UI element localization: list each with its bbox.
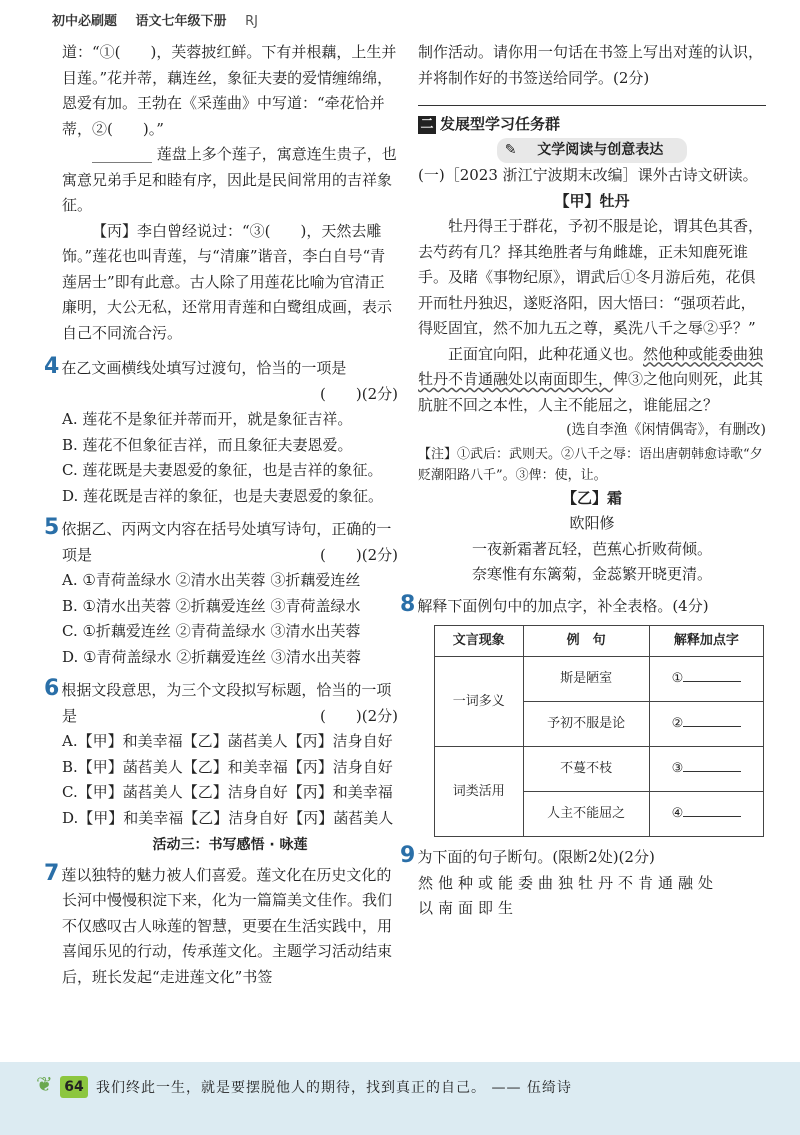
table-header: 文言现象 — [435, 626, 524, 657]
question-8 — [400, 591, 766, 838]
poem-line: 奈寒惟有东篱菊，金蕊繁开晓更清。 — [471, 565, 712, 583]
question-7 — [44, 860, 398, 991]
page-footer — [0, 1062, 800, 1135]
table-row — [435, 747, 764, 792]
subsection-title: 文学阅读与创意表达 — [533, 138, 675, 164]
left-column — [44, 40, 398, 990]
category-cell: 词类活用 — [435, 747, 524, 837]
question-number: 9 — [400, 843, 416, 868]
option-d[interactable]: D. ①青荷盖绿水 ②折藕爱连丝 ③清水出芙蓉 — [62, 647, 362, 666]
question-4 — [44, 354, 398, 509]
table-row — [435, 657, 764, 702]
answer-blank[interactable] — [683, 667, 741, 682]
answer-cell[interactable]: ④ — [649, 792, 763, 837]
option-a[interactable]: A. ①青荷盖绿水 ②清水出芙蓉 ③折藕爱连丝 — [62, 571, 361, 589]
pen-icon: ✎ — [501, 138, 529, 164]
book-title: 初中必刷题 — [52, 14, 118, 29]
option-c[interactable]: C. ①折藕爱连丝 ②青荷盖绿水 ③清水出芙蓉 — [62, 622, 361, 640]
example-cell: 不蔓不枝 — [523, 747, 649, 792]
question-7-continued: 制作活动。请你用一句话在书签上写出对莲的认识，并将制作好的书签送给同学。(2分) — [418, 43, 764, 87]
subject-title: 语文七年级下册 — [135, 14, 227, 29]
question-score: ( )(2分) — [320, 545, 398, 564]
section-heading — [418, 112, 766, 138]
example-cell: 斯是陋室 — [523, 657, 649, 702]
question-text: 莲以独特的魅力被人们喜爱。莲文化在历史文化的长河中慢慢积淀下来，化为一篇篇美文佳作。我们不仅感叹古人咏莲的智慧，更要在生活实践中，用喜闻乐见的行动，传承莲文化。主题学习活动结束后，班长发起“走进莲文化”书签 — [61, 865, 393, 986]
question-stem: 根据文段意思，为三个文段拟写标题，恰当的一项是 — [61, 681, 392, 725]
option-b[interactable]: B.【甲】菡萏美人【乙】和美幸福【丙】洁身自好 — [62, 757, 393, 776]
question-stem: 依据乙、丙两文内容在括号处填写诗句，正确的一项是 — [61, 520, 392, 564]
section-title: 发展型学习任务群 — [440, 115, 561, 133]
question-score: ( )(2分) — [320, 706, 398, 725]
right-column — [400, 40, 766, 922]
section-number-icon: 二 — [418, 116, 436, 134]
leaf-icon: ❦ — [36, 1072, 53, 1096]
question-stem: 解释下面例句中的加点字，补全表格。(4分) — [417, 596, 709, 615]
answer-cell[interactable]: ① — [649, 657, 763, 702]
question-number: 4 — [44, 354, 60, 379]
question-number: 8 — [400, 591, 416, 617]
page-number: 64 — [60, 1076, 88, 1098]
option-c[interactable]: C.【甲】菡萏美人【乙】洁身自好【丙】和美幸福 — [62, 783, 393, 801]
edition-label: RJ — [245, 14, 258, 29]
question-9 — [400, 843, 766, 922]
option-c[interactable]: C. 莲花既是夫妻恩爱的象征，也是吉祥的象征。 — [62, 461, 383, 479]
answer-blank[interactable] — [683, 712, 741, 727]
category-cell: 一词多义 — [435, 657, 524, 747]
question-number: 6 — [44, 676, 60, 701]
subsection-heading — [418, 138, 766, 164]
passage-yi-para2: ________ 莲盘上多个莲子，寓意连生贵子，也寓意兄弟手足和睦有序，因此是民间常用的吉祥象征。 — [62, 145, 397, 214]
option-b[interactable]: B. ①清水出芙蓉 ②折藕爱连丝 ③青荷盖绿水 — [62, 596, 361, 615]
question-5 — [44, 515, 398, 670]
sentence-to-punctuate[interactable]: 以南面即生 — [418, 899, 519, 917]
activity-heading: 活动三：书写感悟 · 咏莲 — [152, 837, 308, 853]
passage-jia-para1: 牡丹得王于群花，予初不服是论，谓其色其香，去芍药有几？择其绝胜者与角雌雄，正未知鹿死谁手。及睹《事物纪原》，谓武后①冬月游后苑，花俱开而牡丹独迟，遂贬洛阳，因大悟曰：“强项若此，得贬固宜，然不加九五之尊，奚洗八千之辱②乎？” — [418, 217, 764, 337]
question-stem: 在乙文画横线处填写过渡句，恰当的一项是 — [61, 359, 347, 377]
passage-jia-source: (选自李渔《闲情偶寄》，有删改) — [566, 422, 766, 438]
divider — [418, 105, 766, 106]
option-b[interactable]: B. 莲花不但象征吉祥，而且象征夫妻恩爱。 — [62, 435, 353, 454]
passage-jia-para2: 正面宜向阳，此种花通义也。然他种或能委曲独牡丹不肯通融处以南面即生，俾③之他向则死，此其肮脏不回之本性，人主不能屈之，谁能屈之？ — [418, 344, 764, 414]
option-d[interactable]: D. 莲花既是吉祥的象征，也是夫妻恩爱的象征。 — [62, 486, 384, 505]
example-cell: 予初不服是论 — [523, 702, 649, 747]
sentence-to-punctuate[interactable]: 然他种或能委曲独牡丹不肯通融处 — [418, 873, 719, 892]
question-stem: 为下面的句子断句。(限断2处)(2分) — [417, 848, 655, 866]
table-header: 解释加点字 — [649, 626, 763, 657]
question-number: 7 — [44, 860, 60, 886]
answer-cell[interactable]: ③ — [649, 747, 763, 792]
task-intro: (一)［2023 浙江宁波期末改编］课外古诗文研读。 — [418, 166, 758, 184]
page-header — [52, 10, 272, 29]
question-number: 5 — [44, 515, 60, 540]
poem-yi-author: 欧阳修 — [569, 514, 615, 532]
option-a[interactable]: A.【甲】和美幸福【乙】菡萏美人【丙】洁身自好 — [62, 732, 393, 750]
question-score: ( )(2分) — [320, 384, 398, 403]
passage-yi-end: 道：“①( )，芙蓉披红鲜。下有并根藕，上生并目莲。”花并蒂，藕连丝，象征夫妻的爱情缠绵绵，恩爱有加。王勃在《采莲曲》中写道：“牵花恰并蒂，②( )。” — [62, 43, 397, 138]
answer-blank[interactable] — [683, 802, 741, 817]
footer-quote: 我们终此一生，就是要摆脱他人的期待，找到真正的自己。 —— 伍绮诗 — [96, 1080, 572, 1096]
option-a[interactable]: A. 莲花不是象征并蒂而开，就是象征吉祥。 — [62, 410, 353, 428]
question-6 — [44, 676, 398, 831]
annotation-note: 【注】①武后：武则天。②八千之辱：语出唐朝韩愈诗歌“夕贬潮阳路八千”。③俾：使，让。 — [418, 446, 763, 483]
option-d[interactable]: D.【甲】和美幸福【乙】洁身自好【丙】菡萏美人 — [62, 808, 394, 827]
answer-blank[interactable] — [683, 757, 741, 772]
answer-table — [434, 625, 764, 837]
example-cell: 人主不能屈之 — [523, 792, 649, 837]
poem-line: 一夜新霜著瓦轻，芭蕉心折败荷倾。 — [471, 539, 712, 558]
passage-bing: 【丙】李白曾经说过：“③( )，天然去雕饰。”莲花也叫青莲，与“清廉”谐音，李白自号“青莲居士”即有此意。古人除了用莲花比喻为官清正廉明，大公无私，还常用青莲和白鹭组成画，表示自己不同流合污。 — [62, 221, 393, 342]
wavy-underlined-sentence: 然他种或能委曲独牡丹不肯通融处以南面即生， — [418, 344, 764, 388]
passage-jia-title: 【甲】牡丹 — [554, 191, 630, 210]
table-header: 例 句 — [523, 626, 649, 657]
answer-cell[interactable]: ② — [649, 702, 763, 747]
poem-yi-title: 【乙】霜 — [561, 488, 622, 507]
